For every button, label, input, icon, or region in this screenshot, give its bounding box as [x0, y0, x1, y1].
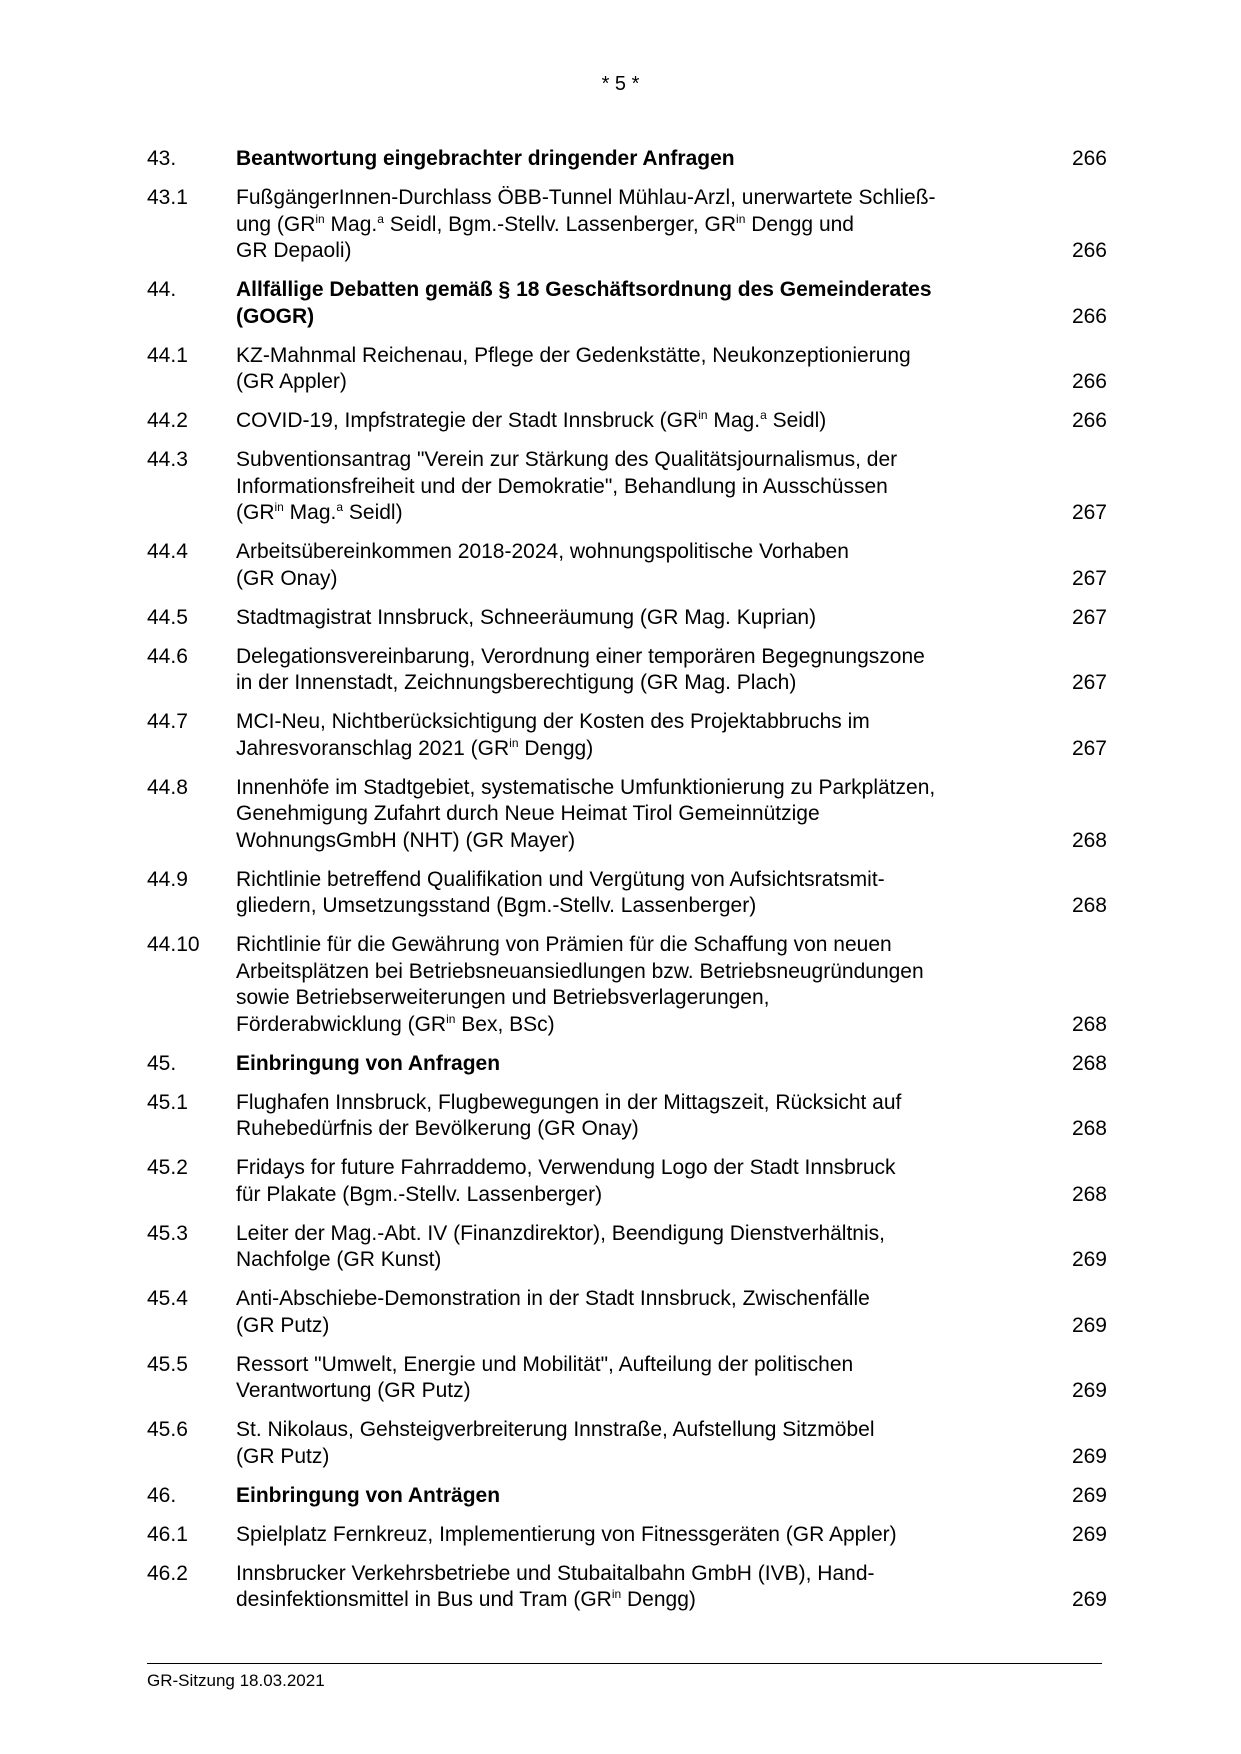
toc-entry-page: 268	[1071, 894, 1107, 917]
toc-entry-title	[236, 1483, 1026, 1510]
toc-entry-page: 267	[1071, 671, 1107, 694]
toc-entry	[147, 644, 1107, 697]
toc-entry-number: 45.3	[147, 1221, 188, 1245]
toc-entry-line: Innsbrucker Verkehrsbetriebe und Stubaitalbahn GmbH (IVB), Hand-	[236, 1561, 875, 1585]
toc-entry-number: 44.9	[147, 867, 188, 891]
toc-entry-page: 266	[1071, 239, 1107, 262]
toc-entry	[147, 1561, 1107, 1614]
toc-entry-number: 46.2	[147, 1561, 188, 1585]
toc-entry-line: Nachfolge (GR Kunst)	[236, 1248, 442, 1271]
toc-entry-title	[236, 185, 1026, 265]
toc-entry-page: 269	[1071, 1522, 1107, 1546]
toc-entry-number: 44.2	[147, 409, 188, 432]
toc-entry-line: WohnungsGmbH (NHT) (GR Mayer)	[236, 828, 576, 852]
toc-entry-line: Verantwortung (GR Putz)	[236, 1379, 471, 1402]
toc-entry-number: 46.1	[147, 1522, 188, 1546]
toc-entry-line: (GR Appler)	[236, 370, 347, 393]
footer-session-date: GR-Sitzung 18.03.2021	[147, 1671, 325, 1690]
toc-entry	[147, 343, 1107, 396]
toc-entry-line: ung ($GR^{in}$ Mag.$^a$ Seidl, Bgm.-Stellv. Lassenberger, $GR^{in}$ Dengg und	[236, 211, 854, 236]
toc-entry	[147, 447, 1107, 527]
footer-divider	[147, 1663, 1102, 1664]
toc-entry-number: 44.5	[147, 605, 188, 629]
toc-entry	[147, 539, 1107, 592]
toc-entry-number: 43.	[147, 147, 177, 170]
toc-entry-line: (GR Putz)	[236, 1444, 330, 1468]
toc-entry-page: 268	[1071, 1012, 1107, 1036]
toc-entry	[147, 709, 1107, 762]
toc-entry-number: 44.8	[147, 775, 188, 799]
toc-entry-page: 267	[1071, 736, 1107, 760]
toc-entry	[147, 1522, 1107, 1549]
toc-entry-line: COVID-19, Impfstrategie der Stadt Innsbruck ($GR^{in}$ Mag.$^a$ Seidl)	[236, 408, 827, 432]
toc-entry	[147, 932, 1107, 1038]
toc-entry	[147, 1352, 1107, 1405]
toc-entry-number: 46.	[147, 1483, 177, 1507]
toc-entry-page: 267	[1071, 501, 1107, 524]
toc-entry-number: 44.	[147, 278, 177, 301]
toc-entry-line: (GR Onay)	[236, 566, 338, 590]
toc-entry-page: 266	[1071, 147, 1107, 170]
toc-entry-title	[236, 1352, 1026, 1405]
toc-entry-title	[236, 408, 1026, 435]
toc-entry	[147, 185, 1107, 265]
toc-entry-line: in der Innenstadt, Zeichnungsberechtigung (GR Mag. Plach)	[236, 671, 797, 694]
toc-entry-line: Fridays for future Fahrraddemo, Verwendung Logo der Stadt Innsbruck	[236, 1156, 896, 1179]
toc-entry-number: 44.6	[147, 644, 188, 668]
toc-entry-number: 45.6	[147, 1418, 188, 1441]
toc-entry-page: 269	[1071, 1379, 1107, 1402]
toc-entry-number: 44.4	[147, 540, 188, 563]
toc-entry-title	[236, 1522, 1026, 1549]
toc-entry-line: Einbringung von Anträgen	[236, 1483, 501, 1507]
toc-entry-number: 45.5	[147, 1352, 188, 1376]
toc-entry-line: Beantwortung eingebrachter dringender Anfragen	[236, 147, 735, 170]
toc-entry-line: Subventionsantrag "Verein zur Stärkung des Qualitätsjournalismus, der	[236, 448, 898, 471]
toc-entry-number: 43.1	[147, 186, 188, 209]
toc-entry-line: FußgängerInnen-Durchlass ÖBB-Tunnel Mühlau-Arzl, unerwartete Schließ-	[236, 186, 936, 209]
toc-entry-line: St. Nikolaus, Gehsteigverbreiterung Innstraße, Aufstellung Sitzmöbel	[236, 1418, 875, 1441]
toc-entry-page: 267	[1071, 605, 1107, 629]
toc-entry-title	[236, 1221, 1026, 1274]
toc-entry-title	[236, 1417, 1026, 1470]
toc-entry-line: sowie Betriebserweiterungen und Betriebsverlagerungen,	[236, 986, 770, 1009]
toc-entry-line: MCI-Neu, Nichtberücksichtigung der Kosten des Projektabbruchs im	[236, 710, 870, 733]
toc-entry-number: 45.	[147, 1051, 177, 1075]
toc-entry-line: ($GR^{in}$ Mag.$^a$ Seidl)	[236, 500, 403, 524]
toc-entry-line: Allfällige Debatten gemäß § 18 Geschäftsordnung des Gemeinderates	[236, 278, 932, 301]
toc-entry-title	[236, 539, 1026, 592]
toc-entry-title	[236, 1561, 1026, 1614]
toc-entry-line: (GOGR)	[236, 304, 315, 328]
toc-entry	[147, 1155, 1107, 1208]
toc-entry-title	[236, 867, 1026, 920]
toc-entry-line: Genehmigung Zufahrt durch Neue Heimat Tirol Gemeinnützige	[236, 802, 820, 825]
toc-entry	[147, 1051, 1107, 1078]
toc-entry-page: 269	[1071, 1248, 1107, 1271]
toc-entry	[147, 1417, 1107, 1470]
toc-entry-title	[236, 1090, 1026, 1143]
toc-entry-page: 269	[1071, 1483, 1107, 1507]
page-number: * 5 *	[601, 73, 640, 95]
toc-entry-title	[236, 644, 1026, 697]
toc-entry-line: Richtlinie betreffend Qualifikation und Vergütung von Aufsichtsratsmit-	[236, 867, 885, 891]
toc-entry-line: Einbringung von Anfragen	[236, 1051, 501, 1075]
toc-entry-page: 269	[1071, 1444, 1107, 1468]
toc-entry-line: gliedern, Umsetzungsstand (Bgm.-Stellv. Lassenberger)	[236, 894, 757, 917]
toc-entry-line: Delegationsvereinbarung, Verordnung einer temporären Begegnungszone	[236, 644, 925, 668]
toc-entry-title	[236, 146, 1026, 173]
toc-entry-number: 44.1	[147, 343, 188, 367]
toc-entry	[147, 775, 1107, 855]
toc-entry	[147, 1483, 1107, 1510]
toc-entry-line: Arbeitsübereinkommen 2018-2024, wohnungspolitische Vorhaben	[236, 540, 849, 563]
toc-entry-title	[236, 447, 1026, 527]
toc-entry-title	[236, 1286, 1026, 1339]
toc-entry-line: (GR Putz)	[236, 1313, 330, 1337]
toc-entry-page: 266	[1071, 409, 1107, 432]
toc-entry-title	[236, 932, 1026, 1038]
toc-entry-line: für Plakate (Bgm.-Stellv. Lassenberger)	[236, 1182, 603, 1206]
toc-entry-line: Jahresvoranschlag 2021 ($GR^{in}$ Dengg)	[236, 735, 594, 760]
toc-entry-line: Spielplatz Fernkreuz, Implementierung von Fitnessgeräten (GR Appler)	[236, 1522, 897, 1546]
toc-entry-number: 45.4	[147, 1287, 188, 1310]
toc-entry-page: 268	[1071, 1117, 1107, 1140]
toc-entry	[147, 605, 1107, 632]
toc-entry-title	[236, 343, 1026, 396]
toc-entry-line: Arbeitsplätzen bei Betriebsneuansiedlungen bzw. Betriebsneugründungen	[236, 959, 924, 983]
toc-entry-title	[236, 605, 1026, 632]
toc-entry	[147, 1286, 1107, 1339]
toc-entry-page: 269	[1071, 1588, 1107, 1611]
toc-entry	[147, 1090, 1107, 1143]
toc-entry-number: 45.1	[147, 1090, 188, 1114]
toc-entry-line: Stadtmagistrat Innsbruck, Schneeräumung (GR Mag. Kuprian)	[236, 605, 817, 629]
toc-entry-page: 266	[1071, 370, 1107, 393]
toc-entry-title	[236, 709, 1026, 762]
toc-entry-number: 44.7	[147, 710, 188, 733]
toc-entry-line: Leiter der Mag.-Abt. IV (Finanzdirektor), Beendigung Dienstverhältnis,	[236, 1221, 885, 1245]
toc-entry-title	[236, 775, 1026, 855]
toc-entry-line: Förderabwicklung ($GR^{in}$ Bex, BSc)	[236, 1011, 555, 1036]
toc-entry-line: Richtlinie für die Gewährung von Prämien für die Schaffung von neuen	[236, 933, 892, 956]
toc-entry-number: 44.3	[147, 448, 188, 471]
toc-entry	[147, 1221, 1107, 1274]
table-of-contents	[147, 146, 1107, 1626]
toc-entry-title	[236, 277, 1026, 330]
toc-entry-page: 269	[1071, 1313, 1107, 1337]
toc-entry-number: 44.10	[147, 933, 200, 956]
toc-entry-line: Innenhöfe im Stadtgebiet, systematische Umfunktionierung zu Parkplätzen,	[236, 775, 936, 799]
toc-entry-line: GR Depaoli)	[236, 239, 352, 262]
toc-entry-line: Ruhebedürfnis der Bevölkerung (GR Onay)	[236, 1117, 639, 1140]
toc-entry-line: Ressort "Umwelt, Energie und Mobilität", Aufteilung der politischen	[236, 1352, 854, 1376]
toc-entry-page: 268	[1071, 1182, 1107, 1206]
toc-entry-line: Flughafen Innsbruck, Flugbewegungen in der Mittagszeit, Rücksicht auf	[236, 1090, 902, 1114]
toc-entry-title	[236, 1051, 1026, 1078]
toc-entry-page: 268	[1071, 1051, 1107, 1075]
toc-entry-line: Informationsfreiheit und der Demokratie", Behandlung in Ausschüssen	[236, 474, 888, 498]
toc-entry-line: Anti-Abschiebe-Demonstration in der Stadt Innsbruck, Zwischenfälle	[236, 1287, 870, 1310]
toc-entry-title	[236, 1155, 1026, 1208]
toc-entry-line: desinfektionsmittel in Bus und Tram ($GR^{in}$ Dengg)	[236, 1587, 696, 1611]
toc-entry-page: 266	[1071, 304, 1107, 328]
toc-entry	[147, 277, 1107, 330]
toc-entry-page: 268	[1071, 828, 1107, 852]
toc-entry-page: 267	[1071, 566, 1107, 590]
toc-entry	[147, 146, 1107, 173]
toc-entry	[147, 408, 1107, 435]
toc-entry-line: KZ-Mahnmal Reichenau, Pflege der Gedenkstätte, Neukonzeptionierung	[236, 343, 911, 367]
toc-entry-number: 45.2	[147, 1156, 188, 1179]
toc-entry	[147, 867, 1107, 920]
